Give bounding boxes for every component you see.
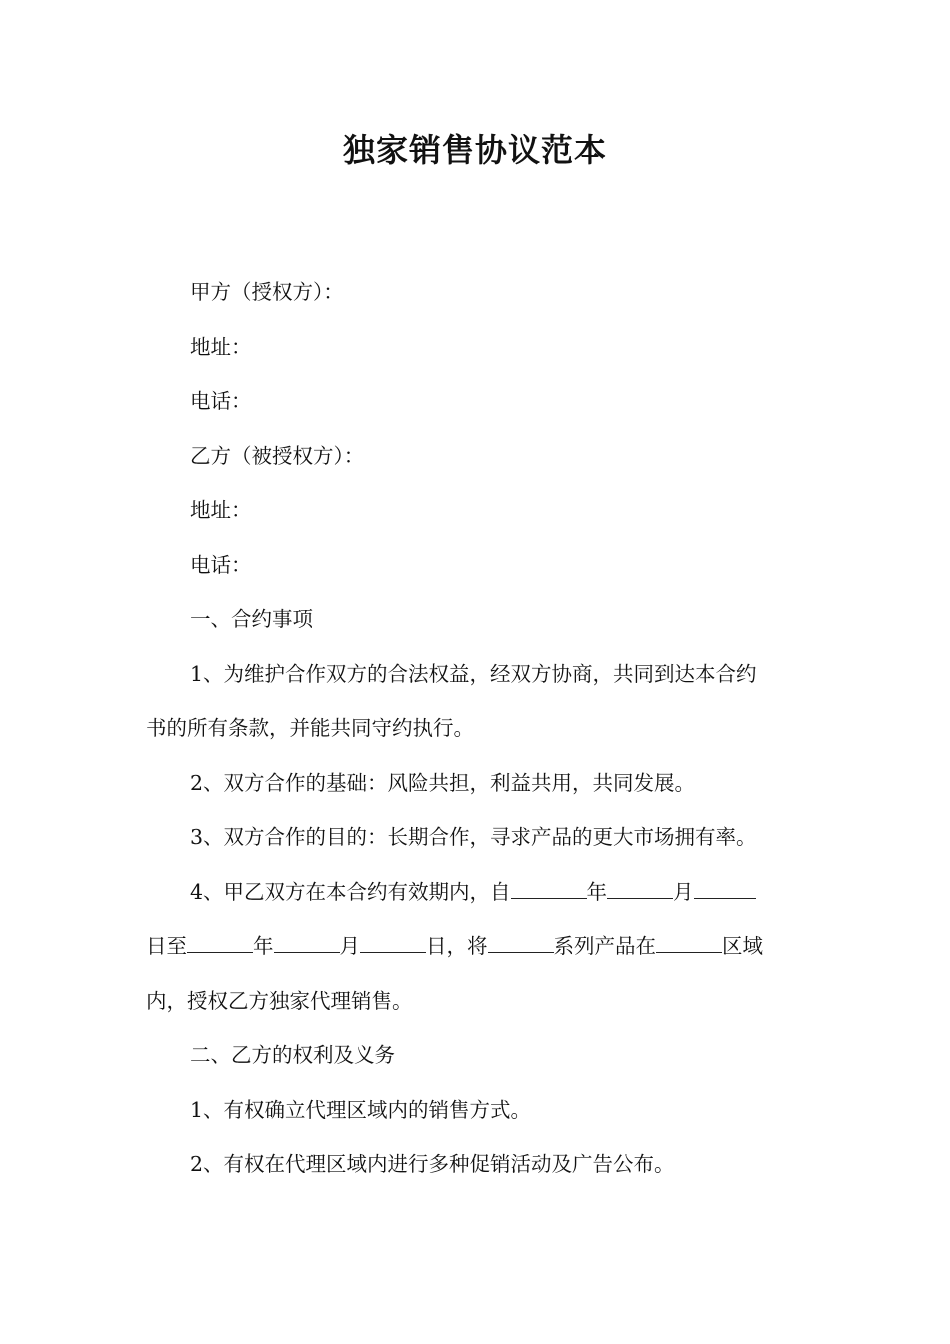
party-b-label: 乙方（被授权方）： [190, 443, 365, 468]
region-blank [656, 930, 722, 953]
product-series-blank [488, 930, 554, 953]
section-1-heading: 一、合约事项 [190, 607, 313, 631]
start-day-blank [694, 876, 756, 899]
item-4-month-2: 月 [339, 934, 360, 958]
party-a-address-label: 地址： [190, 334, 252, 359]
start-year-blank [511, 876, 587, 899]
section-2-heading: 二、乙方的权利及义务 [190, 1043, 395, 1067]
party-b-address-label: 地址： [190, 498, 252, 522]
item-4-month-1: 月 [673, 879, 694, 904]
party-a-label: 甲方（授权方）： [190, 280, 344, 304]
item-4-day-1: 日至 [146, 934, 187, 958]
section-1-item-1-line-2: 书的所有条款，并能共同守约执行。 [146, 716, 474, 740]
section-1-item-1-line-1: 1、为维护合作双方的合法权益，经双方协商，共同到达本合约 [190, 661, 757, 686]
document-title: 独家销售协议范本 [342, 131, 607, 169]
item-4-series: 系列产品在 [553, 934, 656, 958]
party-b-phone-label: 电话： [190, 552, 252, 577]
item-4-year-1: 年 [586, 879, 608, 904]
section-1-item-4-line-2 [146, 919, 808, 974]
item-4-intro: 4、甲乙双方在本合约有效期内，自 [190, 879, 511, 904]
end-day-blank [360, 930, 426, 953]
section-1-item-4-line-3: 内，授权乙方独家代理销售。 [146, 988, 413, 1013]
end-year-blank [187, 930, 253, 953]
section-2-item-1: 1、有权确立代理区域内的销售方式。 [190, 1097, 532, 1122]
section-1-item-3: 3、双方合作的目的：长期合作，寻求产品的更大市场拥有率。 [190, 825, 757, 849]
start-month-blank [607, 876, 673, 899]
document-body [146, 265, 808, 1192]
end-month-blank [274, 930, 340, 953]
section-1-item-2: 2、双方合作的基础：风险共担，利益共用，共同发展。 [190, 770, 696, 795]
item-4-year-2: 年 [253, 934, 274, 958]
section-1-item-4-line-1 [146, 865, 808, 920]
item-4-region: 区域 [722, 934, 763, 958]
party-a-phone-label: 电话： [190, 389, 252, 413]
item-4-day-2: 日，将 [426, 934, 488, 958]
section-2-item-2: 2、有权在代理区域内进行多种促销活动及广告公布。 [190, 1152, 675, 1176]
